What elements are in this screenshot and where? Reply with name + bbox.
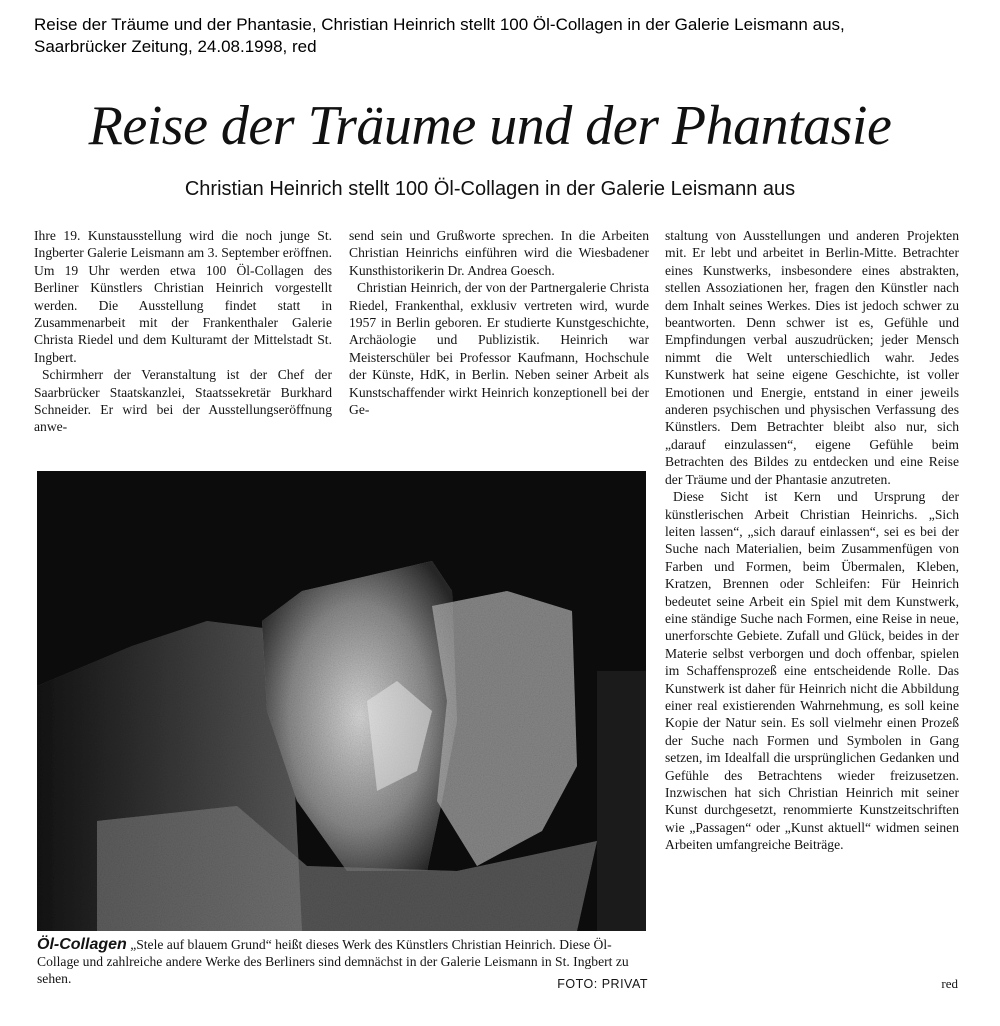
article-column-2: [349, 227, 649, 418]
photo-credit: FOTO: PRIVAT: [557, 977, 648, 991]
column-2-paragraph-1: send sein und Grußworte sprechen. In die Arbeiten Christian Heinrichs einführen wird die Wiesbadener Kunsthistorikerin Dr. Andrea Goesch.: [349, 228, 649, 278]
archive-caption-line-2: Saarbrücker Zeitung, 24.08.1998, red: [34, 37, 317, 56]
column-3-paragraph-2: Diese Sicht ist Kern und Ursprung der künstlerischen Arbeit Christian Heinrichs. „Sich leiten lassen“, „sich darauf einlassen“, sei es bei der Suche nach Materialien, beim Zusammenfügen von Farben und Formen, beim Übermalen, Kleben, Kratzen, Brennen oder Schleifen: Für Heinrich bedeutet seine Arbeit ein Spiel mit dem Kunstwerk, eine ständige Suche nach Formen, eine Reise in neue, unerforschte Gebiete. Zufall und Glück, beides in der Materie selbst verborgen und doch offenbar, spielen im Schaffensprozeß eine entscheidende Rolle. Das Kunstwerk ist daher für Heinrich nicht die Abbildung einer real existierenden Wahrnehmung, es soll keine Kopie der Natur sein. Es soll vielmehr einen Prozeß der Suche nach Formen und Symbolen in Gang setzen, im Idealfall die ursprünglichen Gedanken und Gefühle des Betrachtens wieder freizusetzen. Inzwischen hat sich Christian Heinrich mit seiner Kunst durchgesetzt, renommierte Kunstzeitschriften wie „Passagen“ oder „Kunst aktuell“ widmen seinen Arbeiten umfangreiche Beiträge.: [665, 489, 959, 853]
article-column-1: [34, 227, 332, 436]
artwork-photo: [37, 471, 646, 931]
column-1-paragraph-1: Ihre 19. Kunstausstellung wird die noch junge St. Ingberter Galerie Leismann am 3. September eröffnen. Um 19 Uhr werden etwa 100 Öl-Collagen des Berliner Künstlers Christian Heinrich vorgestellt werden. Die Ausstellung findet statt in Zusammenarbeit mit der Frankenthaler Galerie Christa Riedel und dem Kulturamt der Mittelstadt St. Ingbert.: [34, 228, 332, 365]
archive-caption: [34, 14, 974, 58]
column-1-paragraph-2: Schirmherr der Veranstaltung ist der Chef der Saarbrücker Staatskanzlei, Staatssekretär Burkhard Schneider. Er wird bei der Ausstellungseröffnung anwe-: [34, 367, 332, 435]
photo-caption-label: Öl-Collagen: [37, 936, 127, 953]
article-headline: Reise der Träume und der Phantasie: [88, 95, 892, 157]
photo-caption-text: „Stele auf blauem Grund“ heißt dieses Werk des Künstlers Christian Heinrich. Diese Öl-Collage und zahlreiche andere Werke des Berliners sind demnächst in der Galerie Leismann in St. Ingbert zu sehen.: [37, 937, 629, 986]
column-2-paragraph-2: Christian Heinrich, der von der Partnergalerie Christa Riedel, Frankenthal, exklusiv vertreten wird, wurde 1957 in Berlin geboren. Er studierte Kunstgeschichte, Archäologie und Publizistik. Heinrich war Meisterschüler bei Professor Kaufmann, Hochschule der Künste, HdK, in Berlin. Neben seiner Arbeit als Kunstschaffender wirkt Heinrich konzeptionell bei der Ge-: [349, 280, 649, 418]
artwork-collage-image: [37, 471, 646, 931]
author-initials: red: [941, 976, 958, 991]
article-column-3: [665, 227, 959, 854]
archive-caption-line-1: Reise der Träume und der Phantasie, Christian Heinrich stellt 100 Öl-Collagen in der Galerie Leismann aus,: [34, 15, 845, 34]
article-subheadline: Christian Heinrich stellt 100 Öl-Collagen in der Galerie Leismann aus: [184, 178, 796, 200]
column-3-paragraph-1: staltung von Ausstellungen und anderen Projekten mit. Er lebt und arbeitet in Berlin-Mitte. Betrachter eines Kunstwerks, insbesondere eines abstrakten, stellen Assoziationen her, fragen den Künstler nach dem Inhalt seines Werkes. Dies ist jedoch schwer zu beantworten. Denn schwer ist es, Gefühle und Empfindungen verbal auszudrücken; jeder Mensch nimmt die Welt unterschiedlich wahr. Jedes Kunstwerk hat seine eigene Geschichte, ist voller Emotionen und Energie, entstand in einer jeweils anderen psychischen und physischen Verfassung des Künstlers. Dem Betrachter bleibt also nur, sich „darauf einzulassen“, eigene Gefühle beim Betrachten des Bildes zu entdecken und eine Reise der Träume und der Phantasie anzutreten.: [665, 228, 959, 487]
